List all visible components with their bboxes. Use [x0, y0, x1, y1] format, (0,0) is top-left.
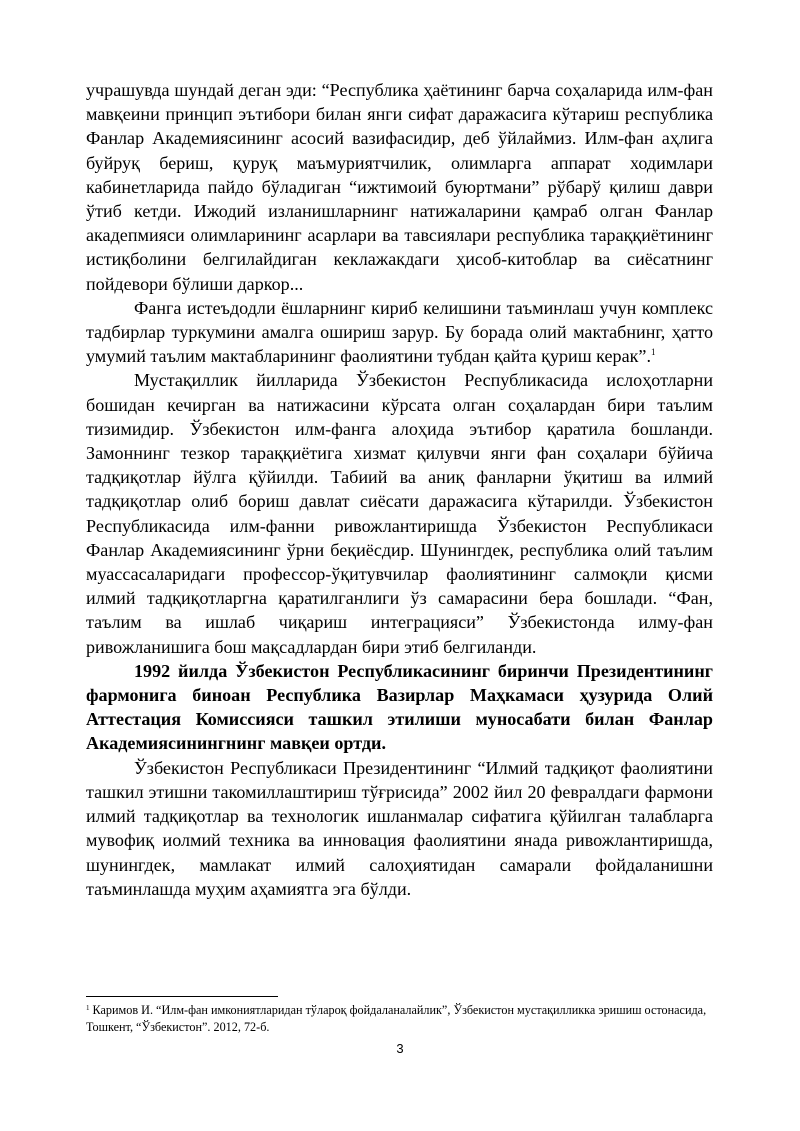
footnote-marker: 1 [86, 1004, 90, 1012]
paragraph-3: Мустақиллик йилларида Ўзбекистон Республикасида ислоҳотларни бошидан кечирган ва натижасини кўрсата олган соҳалардан бири таълим тизимидир. Ўзбекистон илм-фанга алоҳида эътибор қаратила бошланди. Замоннинг тезкор тараққиётига хизмат қилувчи янги фан соҳалари бўйича тадқиқотлар йўлга қўйилди. Табиий ва аниқ фанларни ўқитиш ва илмий тадқиқотлар олиб бориш давлат сиёсати даражасига кўтарилди. Ўзбекистон Республикасида илм-фанни ривожлантиришда Ўзбекистон Республикаси Фанлар Академиясининг ўрни беқиёсдир. Шунингдек, республика олий таълим муассасаларидаги профессор-ўқитувчилар фаолиятининг салмоқли қисми илмий тадқиқотларгна қаратилганлиги ўз самарасини бера бошлади. “Фан, таълим ва ишлаб чиқариш интеграцияси” Ўзбекистонда илму-фан ривожланишига бош мақсадлардан бири этиб белгиланди. [86, 370, 713, 657]
body-text [86, 78, 713, 901]
paragraph-2-text: Фанга истеъдодли ёшларнинг кириб келишини таъминлаш учун комплекс тадбирлар туркумини амалга ошириш зарур. Бу борада олий мактабнинг, ҳатто умумий таълим мактабларининг фаолиятини тубдан қайта қуриш керак”. [86, 297, 713, 367]
paragraph-1: учрашувда шундай деган эди: “Республика ҳаётининг барча соҳаларида илм-фан мавқеини принцип эътибори билан янги сифат даражасига кўтариш республика Фанлар Академиясининг асосий вазифасидир, деб ўйлаймиз. Илм-фан аҳлига буйруқ бериш, қуруқ маъмуриятчилик, олимларга аппарат ходимлари кабинетларида пайдо бўладиган “ижтимоий буюртмани” рўбарў қилиш даври ўтиб кетди. Ижодий изланишларнинг натижаларини қамраб олган Фанлар акадепмияси олимларининг асарлари ва тавсиялари республика тараққиётининг истиқболини белгилайдиган кеклажакдаги ҳисоб-китоблар ва сиёсатнинг пойдевори бўлиши даркор... [86, 80, 713, 294]
footnote-separator [86, 996, 278, 997]
paragraph-5: Ўзбекистон Республикаси Президентининг “Илмий тадқиқот фаолиятини ташкил этишни такомиллаштириш тўғрисида” 2002 йил 20 февралдаги фармони илмий тадқиқотлар ва технологик ишланмалар сифатига қўйилган талабларга мувофиқ иолмий техника ва инновация фаолиятини янада ривожлантиришда, шунингдек, мамлакат илмий салоҳиятидан самарали фойдаланишни таъминлашда муҳим аҳамиятга эга бўлди. [86, 757, 713, 899]
page-number: 3 [396, 1041, 404, 1056]
paragraph-2 [86, 296, 713, 369]
footnote [86, 1002, 713, 1036]
footnote-text: Каримов И. “Илм-фан имкониятларидан тўлароқ фойдаланалайлик”, Ўзбекистон мустақилликка эришиш остонасида, Тошкент, “Ўзбекистон”. 2012, 72-б. [86, 1003, 707, 1034]
footnote-reference[interactable]: 1 [650, 347, 656, 358]
paragraph-4-bold: 1992 йилда Ўзбекистон Республикасининг биринчи Президентининг фармонига биноан Республика Вазирлар Маҳкамаси ҳузурида Олий Аттестация Комиссияси ташкил этилиши муносабати билан Фанлар Академиясинингнинг мавқеи ортди. [86, 660, 713, 754]
